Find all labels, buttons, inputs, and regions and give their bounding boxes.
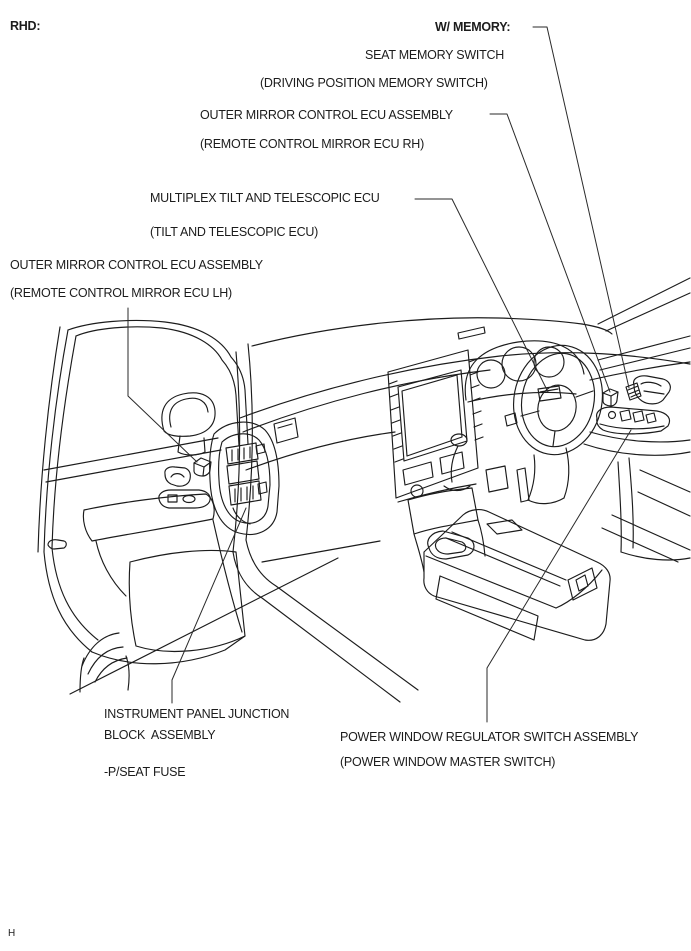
power-window-master-switch xyxy=(597,407,670,434)
a-pillar-windshield xyxy=(233,278,690,552)
callout-outer-mirror-lh-line1: OUTER MIRROR CONTROL ECU ASSEMBLY xyxy=(10,258,263,272)
outer-mirror-ecu-lh xyxy=(194,458,211,476)
front-door xyxy=(38,320,248,663)
door-mirror xyxy=(162,393,215,455)
callout-pseat-fuse: -P/SEAT FUSE xyxy=(104,765,186,779)
callout-outer-mirror-rh-line1: OUTER MIRROR CONTROL ECU ASSEMBLY xyxy=(200,108,453,122)
callout-outer-mirror-rh-line2: (REMOTE CONTROL MIRROR ECU RH) xyxy=(200,137,424,151)
leader-w-memory xyxy=(533,27,629,388)
console-front xyxy=(408,434,485,572)
front-door-switch-bezel xyxy=(159,490,210,508)
seat-and-floor xyxy=(70,540,418,702)
callout-multiplex-tilt-line1: MULTIPLEX TILT AND TELESCOPIC ECU xyxy=(150,191,380,205)
outer-mirror-ecu-rh xyxy=(603,389,618,406)
callout-junction-block-line2: BLOCK ASSEMBLY xyxy=(104,728,216,742)
right-door xyxy=(584,336,690,562)
callout-driving-position-memory-switch: (DRIVING POSITION MEMORY SWITCH) xyxy=(260,76,488,90)
callout-w-memory-title: W/ MEMORY: xyxy=(435,20,511,34)
steering-wheel xyxy=(504,338,611,504)
callout-junction-block-line1: INSTRUMENT PANEL JUNCTION xyxy=(104,707,290,721)
callout-outer-mirror-lh-line2: (REMOTE CONTROL MIRROR ECU LH) xyxy=(10,286,232,300)
callout-seat-memory-switch: SEAT MEMORY SWITCH xyxy=(365,48,505,62)
callout-multiplex-tilt-line2: (TILT AND TELESCOPIC ECU) xyxy=(150,225,319,239)
pedals xyxy=(486,466,529,502)
callout-power-window-line1: POWER WINDOW REGULATOR SWITCH ASSEMBLY xyxy=(340,730,639,744)
page-code: H xyxy=(8,928,16,939)
door-release-handle xyxy=(165,467,190,486)
callout-power-window-line2: (POWER WINDOW MASTER SWITCH) xyxy=(340,755,556,769)
instrument-panel-junction-block xyxy=(210,422,279,534)
variant-label: RHD: xyxy=(10,19,41,33)
console-armrest-box xyxy=(424,510,610,641)
leader-outer-mirror-lh xyxy=(128,308,197,462)
instrument-cluster xyxy=(465,341,584,402)
dashboard xyxy=(240,327,690,470)
